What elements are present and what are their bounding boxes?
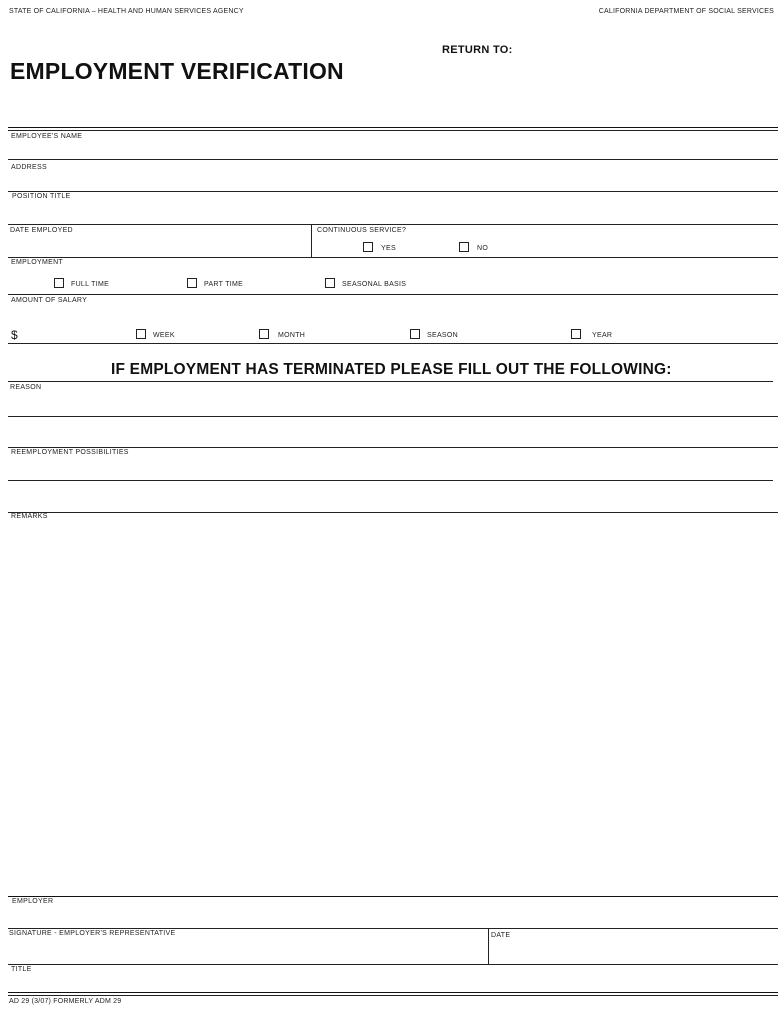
full-time-checkbox[interactable] xyxy=(54,278,64,288)
reemployment-field[interactable] xyxy=(8,458,778,479)
address-label: ADDRESS xyxy=(11,164,47,171)
week-label: WEEK xyxy=(153,332,175,339)
divider xyxy=(8,294,778,295)
divider xyxy=(8,381,773,382)
reason-field-line-2[interactable] xyxy=(8,418,778,446)
form-title: EMPLOYMENT VERIFICATION xyxy=(10,58,344,84)
position-title-field[interactable] xyxy=(8,202,778,222)
remarks-field[interactable] xyxy=(8,524,778,894)
title-field[interactable] xyxy=(8,976,778,991)
full-time-label: FULL TIME xyxy=(71,281,110,288)
terminated-heading: IF EMPLOYMENT HAS TERMINATED PLEASE FILL OUT THE FOLLOWING: xyxy=(111,361,672,378)
dollar-sign: $ xyxy=(11,328,18,342)
signature-field[interactable] xyxy=(8,940,486,964)
employment-label: EMPLOYMENT xyxy=(11,259,64,266)
position-title-label: POSITION TITLE xyxy=(12,193,71,200)
title-label: TITLE xyxy=(11,966,32,973)
top-rule xyxy=(8,127,778,128)
salary-label: AMOUNT OF SALARY xyxy=(11,297,88,304)
month-label: MONTH xyxy=(278,332,306,339)
reason-field-line-1[interactable] xyxy=(8,393,778,415)
top-rule-inner xyxy=(8,130,778,131)
month-checkbox[interactable] xyxy=(259,329,269,339)
year-checkbox[interactable] xyxy=(571,329,581,339)
vertical-divider xyxy=(311,224,312,257)
divider xyxy=(8,191,778,192)
reason-label: REASON xyxy=(10,384,42,391)
seasonal-basis-checkbox[interactable] xyxy=(325,278,335,288)
vertical-divider xyxy=(488,928,489,965)
date-employed-field[interactable] xyxy=(8,236,310,256)
divider xyxy=(8,964,778,965)
signature-label: SIGNATURE - EMPLOYER'S REPRESENTATIVE xyxy=(9,930,176,937)
no-checkbox[interactable] xyxy=(459,242,469,252)
season-checkbox[interactable] xyxy=(410,329,420,339)
divider xyxy=(8,416,778,417)
no-option-label: NO xyxy=(477,245,489,252)
reemployment-label: REEMPLOYMENT POSSIBILITIES xyxy=(11,449,129,456)
divider xyxy=(8,257,778,258)
date-field[interactable] xyxy=(490,942,778,964)
remarks-label: REMARKS xyxy=(11,513,48,520)
bottom-rule xyxy=(8,992,778,993)
date-employed-label: DATE EMPLOYED xyxy=(10,227,73,234)
part-time-checkbox[interactable] xyxy=(187,278,197,288)
year-label: YEAR xyxy=(592,332,613,339)
divider xyxy=(8,928,778,929)
seasonal-basis-label: SEASONAL BASIS xyxy=(342,281,407,288)
divider xyxy=(8,159,778,160)
employer-label: EMPLOYER xyxy=(12,898,54,905)
bottom-rule-inner xyxy=(8,995,778,996)
season-label: SEASON xyxy=(427,332,458,339)
employer-rule xyxy=(8,896,778,897)
date-label: DATE xyxy=(491,932,511,939)
yes-checkbox[interactable] xyxy=(363,242,373,252)
divider xyxy=(8,480,773,481)
employer-field[interactable] xyxy=(8,907,778,927)
address-field[interactable] xyxy=(8,173,778,190)
week-checkbox[interactable] xyxy=(136,329,146,339)
yes-option-label: YES xyxy=(381,245,396,252)
part-time-label: PART TIME xyxy=(204,281,244,288)
divider xyxy=(8,343,778,344)
divider xyxy=(8,447,778,448)
return-to-label: RETURN TO: xyxy=(442,44,513,56)
divider xyxy=(8,224,778,225)
employee-name-field[interactable] xyxy=(8,142,778,158)
continuous-service-label: CONTINUOUS SERVICE? xyxy=(317,227,407,234)
salary-amount-field[interactable] xyxy=(22,322,132,340)
employee-name-label: EMPLOYEE'S NAME xyxy=(11,133,83,140)
department-header: CALIFORNIA DEPARTMENT OF SOCIAL SERVICES xyxy=(598,8,774,15)
divider xyxy=(8,512,778,513)
agency-header: STATE OF CALIFORNIA – HEALTH AND HUMAN SERVICES AGENCY xyxy=(9,8,244,15)
form-number: AD 29 (3/07) FORMERLY ADM 29 xyxy=(9,998,122,1005)
